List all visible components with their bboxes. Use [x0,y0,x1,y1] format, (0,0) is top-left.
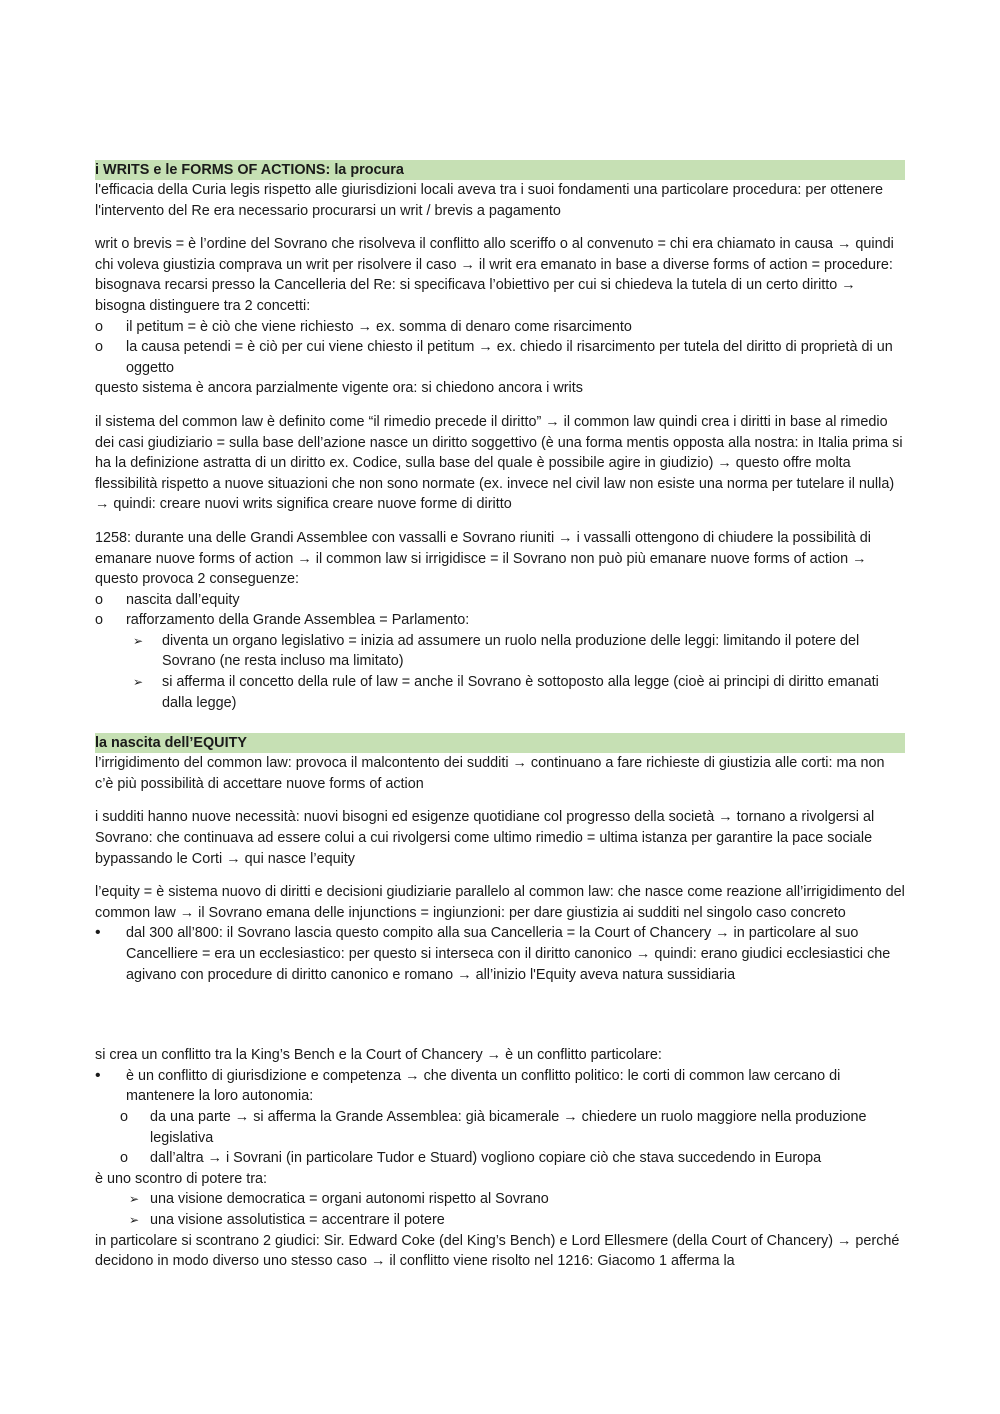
circle-bullet-icon [120,1107,128,1128]
list-item: ➢ una visione democratica = organi autonomi rispetto al Sovrano [95,1189,905,1210]
dot-bullet-icon [95,923,101,944]
list-item: o da una parte → si afferma la Grande Assemblea: già bicamerale → chiedere un ruolo maggiore nella produzione legislativa [95,1107,905,1148]
paragraph: i sudditi hanno nuove necessità: nuovi bisogni ed esigenze quotidiane col progresso della società → tornano a rivolgersi al Sovrano: che continuava ad essere colui a cui rivolgersi come ultimo rimedio = ultima istanza per garantire la pace sociale bypassando le Corti → qui nasce l’equity [95,809,875,867]
paragraph: l’irrigidimento del common law: provoca il malcontento dei sudditi → continuano a fare richieste di giustizia alle corti: ma non c’è più possibilità di accettare nuove forms of action [95,755,885,792]
arrowhead-list [95,1189,905,1230]
circle-bullet-icon [95,610,103,631]
list-item: o nascita dall’equity [95,590,905,611]
circle-bullet-icon [95,337,103,358]
section-heading-writs: i WRITS e le FORMS OF ACTIONS: la procura [95,160,905,180]
list-item: o il petitum = è ciò che viene richiesto → ex. somma di denaro come risarcimento [95,317,905,338]
paragraph: il sistema del common law è definito come “il rimedio precede il diritto” → il common law quindi crea i diritti in base al rimedio dei casi giudiziario = sulla base dell’azione nasce un diritto soggettivo (è una forma mentis opposta alla nostra: in Italia prima si ha la definizione astratta di un diritto ex. Codice, sulla base del quale è possibile agire in giudizio) → questo offre molta flessibilità rispetto a nuove situazioni che non sono normate (ex. invece nel civil law non esiste una norma per tutelare il nulla) → quindi: creare nuovi writs significa creare nuove forme di diritto [95,413,903,513]
list-item: ➢ una visione assolutistica = accentrare il potere [95,1210,905,1231]
list-item: o dall’altra → i Sovrani (in particolare Tudor e Stuard) vogliono copiare ciò che stava succedendo in Europa [95,1148,905,1169]
arrowhead-bullet-icon [129,1210,139,1231]
dot-bullet-icon [95,1066,101,1087]
list-item: o la causa petendi = è ciò per cui viene chiesto il petitum → ex. chiedo il risarcimento per tutela del diritto di proprietà di un oggetto [95,337,905,378]
paragraph: l’equity = è sistema nuovo di diritti e decisioni giudiziarie parallelo al common law: che nasce come reazione all’irrigidimento del common law → il Sovrano emana delle injunctions = ingiunzioni: per dare giustizia ai sudditi nel singolo caso concreto [95,884,905,921]
list-item: ➢ si afferma il concetto della rule of law = anche il Sovrano è sottoposto alla legge (cioè ai principi di diritto emanati dalla legge) [95,672,905,713]
arrowhead-bullet-icon [133,631,143,652]
circle-list [95,317,905,379]
document-body [95,160,905,1272]
paragraph: è uno scontro di potere tra: [95,1170,267,1187]
arrowhead-bullet-icon [133,672,143,693]
paragraph: questo sistema è ancora parzialmente vigente ora: si chiedono ancora i writs [95,380,583,397]
paragraph: 1258: durante una delle Grandi Assemblee con vassalli e Sovrano riuniti → i vassalli ottengono di chiudere la possibilità di emanare nuove forms of action → il common law si irrigidisce = il Sovrano non può più emanare nuove forms of action → questo provoca 2 conseguenze: [95,529,871,588]
paragraph: in particolare si scontrano 2 giudici: Sir. Edward Coke (del King’s Bench) e Lord Ellesmere (della Court of Chancery) → perché decidono in modo diverso uno stesso caso → il conflitto viene risolto nel 1216: Giacomo 1 afferma la [95,1232,900,1270]
paragraph: l'efficacia della Curia legis rispetto alle giurisdizioni locali aveva tra i suoi fondamenti una particolare procedura: per ottenere l'intervento del Re era necessario procurarsi un writ / brevis a pagamento [95,182,883,219]
list-item: • è un conflitto di giurisdizione e competenza → che diventa un conflitto politico: le corti di common law cercano di mantenere la loro autonomia: [95,1066,905,1107]
bullet-list [95,1066,905,1169]
list-item: ➢ diventa un organo legislativo = inizia ad assumere un ruolo nella produzione delle leggi: limitando il potere del Sovrano (ne resta incluso ma limitato) [95,631,905,672]
circle-bullet-icon [95,317,103,338]
list-item: • dal 300 all’800: il Sovrano lascia questo compito alla sua Cancelleria = la Court of Chancery → in particolare al suo Cancelliere = era un ecclesiastico: per questo si interseca con il diritto canonico → quindi: erano giudici ecclesiastici che agivano con procedure di diritto canonico e romano → all’inizio l'Equity aveva natura sussidiaria [95,923,905,985]
circle-list [95,590,905,714]
circle-bullet-icon [120,1148,128,1169]
section-heading-equity: la nascita dell’EQUITY [95,733,905,753]
circle-bullet-icon [95,590,103,611]
paragraph: writ o brevis = è l’ordine del Sovrano che risolveva il conflitto allo sceriffo o al convenuto = chi era chiamato in causa → quindi chi voleva giustizia comprava un writ per risolvere il caso → il writ era emanato in base a diverse forms of action = procedure: bisognava recarsi presso la Cancelleria del Re: si specificava l’obiettivo per cui si chiedeva la tutela di un certo diritto → bisogna distinguere tra 2 concetti: [95,236,894,314]
paragraph: si crea un conflitto tra la King’s Bench e la Court of Chancery → è un conflitto particolare: [95,1047,662,1064]
arrowhead-bullet-icon [129,1189,139,1210]
list-item: o rafforzamento della Grande Assemblea = Parlamento: [95,610,905,631]
bullet-list [95,923,905,985]
